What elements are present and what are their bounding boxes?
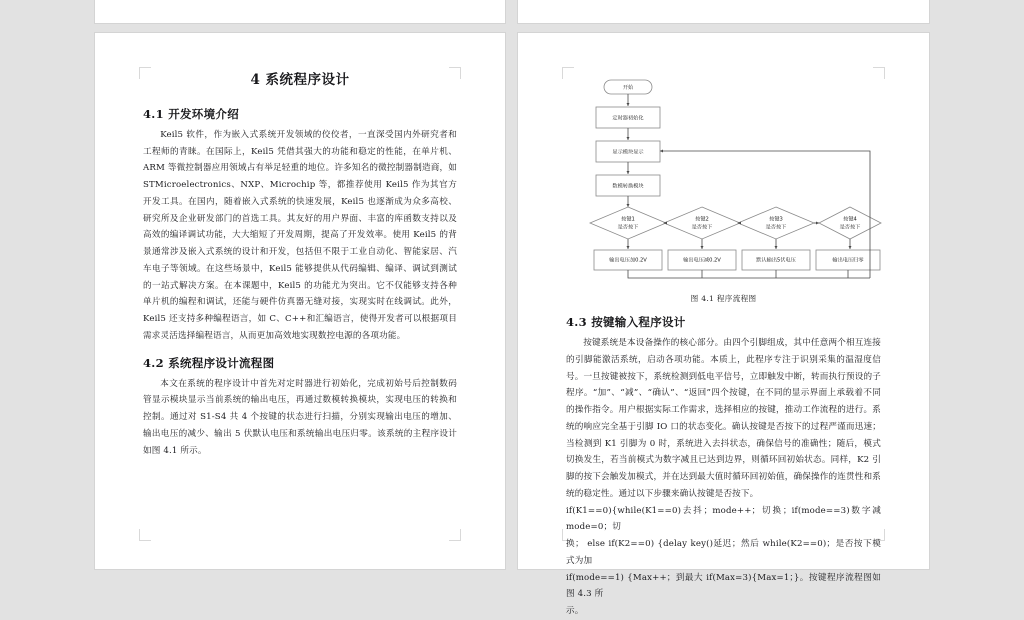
flow-decision-4 (819, 207, 881, 239)
page-sheet-previous-left (95, 0, 505, 23)
section-heading-4-1: 4.1 开发环境介绍 (143, 106, 240, 121)
flow-decision-3-line2: 是否按下 (765, 224, 787, 231)
flow-node-dac (596, 175, 660, 196)
flow-output-1 (594, 250, 662, 270)
page-sheet-previous-right (518, 0, 929, 23)
code-line-2: 换； else if(K2==0) {delay key()延迟；然后 while(K2==0)；是否按下模式为加 (566, 539, 881, 566)
crop-mark-bottom-left (139, 529, 151, 541)
flow-decision-1 (590, 207, 666, 239)
flow-decision-2-line2: 是否按下 (691, 224, 713, 231)
crop-mark-bottom-right (449, 529, 461, 541)
section-4-1-paragraph: Keil5 软件，作为嵌入式系统开发领域的佼佼者，一直深受国内外研究者和工程师的青睐。在国际上，Keil5 凭借其强大的功能和稳定的性能，在单片机、ARM 等微控制器应用领域占有举足轻重的地位。许多知名的微控制器制造商，如 STMicroelectronics、NXP、Microchip 等，都推荐使用 Keil5 作为其官方开发工具。在国内，随着嵌入式系统的快速发展，Keil5 也逐渐成为众多高校、研究所及企业研发部门的首选工具。其友好的用户界面、丰富的库函数支持以及高效的编译调试功能，大大缩短了开发周期，提高了开发效率。使用 Keil5 的背景通常涉及嵌入式系统的设计和开发，包括但不限于工业自动化、智能家居、汽车电子等领域。在这些场景中，Keil5 能够提供从代码编辑、编译、调试到测试的一站式解决方案。在本课题中，Keil5 的功能尤为突出。它不仅能够支持各种单片机的编程和调试，还能与硬件仿真器无缝对接，实现实时在线调试。此外，Keil5 还支持多种编程语言，如 C、C++和汇编语言，使得开发者可以根据项目需求灵活选择编程语言，从而更加高效地实现数控电源的各项功能。 (143, 129, 457, 341)
flowchart-svg (566, 77, 881, 289)
flow-output-2 (668, 250, 736, 270)
flow-decision-4-line1: 按键4 (843, 216, 857, 223)
flow-node-display (596, 141, 660, 162)
section-4-2-paragraph: 本文在系统的程序设计中首先对定时器进行初始化，完成初始号后控制数码管显示模块显示当前系统的输出电压，再通过数模转换模块，实现电压的转换和控制。通过对 S1-S4 共 4 个按键的状态进行扫描，分别实现输出电压的增加、输出电压的减少、输出 5 伏默认电压和系统输出电压归零。该系统的主程序设计如图 4.1 所示。 (143, 378, 457, 456)
flow-node-timer-init (596, 107, 660, 128)
section-heading-4-3: 4.3 按键输入程序设计 (566, 315, 686, 329)
flow-output-4 (816, 250, 880, 270)
right-page-content (566, 71, 881, 620)
left-page-content (143, 71, 457, 459)
code-line-1: if(K1==0){while(K1==0)去抖；mode++；切换；if(mode==3)数字减 mode=0；切 (566, 505, 881, 533)
flow-node-start-label: 开始 (622, 85, 634, 91)
section-heading-4-2: 4.2 系统程序设计流程图 (143, 355, 275, 370)
flow-output-3-label: 默认输出5伏电压 (756, 257, 796, 264)
flow-output-2-label: 输出电压减0.2V (683, 257, 721, 264)
page-sheet-left (95, 33, 505, 569)
flow-node-timer-init-label: 定时器初始化 (612, 115, 644, 122)
figure-caption: 图 4.1 程序流程图 (690, 294, 757, 303)
section-4-3-paragraph: 按键系统是本设备操作的核心部分。由四个引脚组成，其中任意两个相互连接的引脚能激活系统，启动各项功能。本质上，此程序专注于识别采集的温湿度信号。一旦按键被按下，系统检测到低电平信号，立即触发中断，转而执行预设的子程序。“加”、“减”、“确认”、“返回”四个按键，在不同的显示界面上承载着不同的操作指令。用户根据实际工作需求，选择相应的按键，推动工作流程的进行。系统的响应完全基于引脚 IO 口的状态变化。确认按键是否按下的过程严谨而迅速；当检测到 K1 引脚为 0 时，系统进入去抖状态，确保信号的准确性；随后，模式切换发生，若当前模式为数字减且已达到边界，则循环回初始状态。同样，K2 引脚的按下会触发加模式，并在达到最大值时循环回初始值，确保操作的连贯性和系统的稳定性。通过以下步骤来确认按键是否按下。 (566, 338, 881, 499)
flow-decision-2 (664, 207, 740, 239)
flow-node-dac-label: 数模转换模块 (612, 183, 644, 190)
flow-output-4-label: 输出电压归零 (832, 257, 864, 264)
flow-node-start (604, 80, 652, 94)
flow-output-1-label: 输出电压加0.2V (609, 257, 647, 264)
flow-node-display-label: 显示模块显示 (612, 149, 644, 156)
figure-program-flowchart (566, 77, 881, 304)
flow-return-bus (628, 270, 870, 278)
page-sheet-right (518, 33, 929, 616)
page-title: 4 系统程序设计 (250, 72, 350, 88)
flow-decision-1-line1: 按键1 (621, 216, 635, 223)
code-line-3: if(mode==1) {Max++；到最大 if(Max=3){Max=1；}。按键程序流程图如图 4.3 所 (566, 572, 881, 600)
flow-decision-4-line2: 是否按下 (839, 224, 861, 231)
flow-decision-3-line1: 按键3 (769, 216, 783, 223)
flow-decision-3 (738, 207, 814, 239)
flow-decision-2-line1: 按键2 (695, 216, 709, 223)
code-line-4: 示。 (566, 606, 584, 616)
flow-output-3 (742, 250, 810, 270)
flow-decision-1-line2: 是否按下 (617, 224, 639, 231)
